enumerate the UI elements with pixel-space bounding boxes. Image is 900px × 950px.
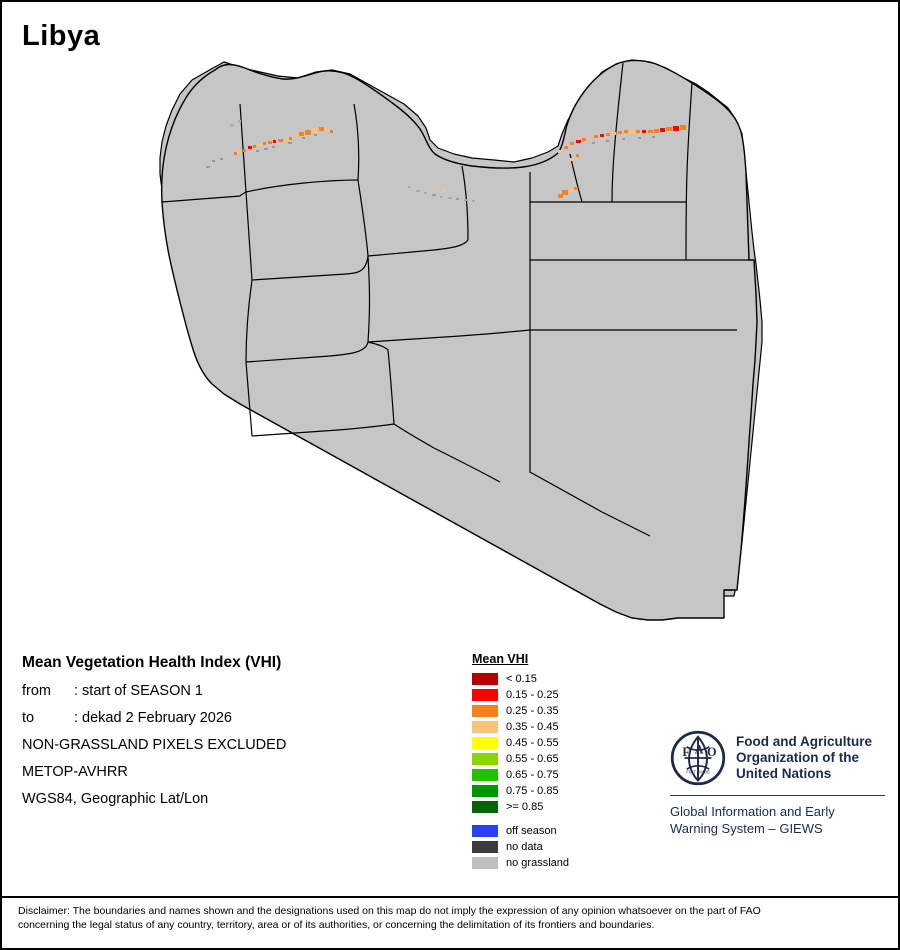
info-to-row [22, 710, 452, 726]
vhi-legend [472, 652, 652, 871]
fao-divider [670, 795, 885, 796]
info-from-label: from [22, 683, 51, 699]
disclaimer-box [2, 896, 898, 948]
info-heading: Mean Vegetation Health Index (VHI) [22, 654, 282, 671]
legend-swatch-2 [472, 705, 498, 717]
info-note-pixels: NON-GRASSLAND PIXELS EXCLUDED [22, 737, 287, 753]
legend-swatch-7 [472, 785, 498, 797]
legend-label-6: 0.65 - 0.75 [506, 769, 559, 781]
libya-silhouette [162, 60, 757, 620]
legend-swatch-no-data [472, 841, 498, 853]
legend-swatch-8 [472, 801, 498, 813]
legend-label-no-grassland: no grassland [506, 857, 569, 869]
legend-spacer [472, 815, 652, 823]
legend-item [472, 799, 652, 815]
legend-swatch-off-season [472, 825, 498, 837]
legend-item [472, 671, 652, 687]
legend-label-3: 0.35 - 0.45 [506, 721, 559, 733]
fao-organization-name [736, 734, 872, 782]
disclaimer-line2: concerning the legal status of any country, territory, area or of its authorities, or concerning the delimitation of its frontiers and boundaries. [18, 918, 655, 931]
disclaimer-text [18, 905, 882, 932]
disclaimer-line1: Disclaimer: The boundaries and names shown and the designations used on this map do not imply the expression of any opinion whatsoever on the part of FAO [18, 905, 761, 917]
legend-swatch-0 [472, 673, 498, 685]
giews-label [670, 803, 885, 837]
legend-item [472, 719, 652, 735]
legend-label-0: < 0.15 [506, 673, 537, 685]
giews-line1: Global Information and Early [670, 804, 835, 819]
legend-label-2: 0.25 - 0.35 [506, 705, 559, 717]
legend-title: Mean VHI [472, 652, 529, 666]
info-to-label: to [22, 710, 35, 726]
legend-label-5: 0.55 - 0.65 [506, 753, 559, 765]
giews-line2: Warning System – GIEWS [670, 821, 823, 836]
legend-swatch-4 [472, 737, 498, 749]
fao-top-row [670, 730, 885, 786]
libya-map [2, 42, 898, 642]
svg-text:FIAT PANIS: FIAT PANIS [686, 769, 710, 775]
legend-swatch-3 [472, 721, 498, 733]
map-info-block [22, 654, 452, 818]
info-note-sensor: METOP-AVHRR [22, 764, 128, 780]
legend-item-no-data [472, 839, 652, 855]
legend-swatch-6 [472, 769, 498, 781]
info-from-row [22, 683, 452, 699]
info-to-value: : dekad 2 February 2026 [74, 710, 232, 726]
info-from-value: : start of SEASON 1 [74, 683, 203, 699]
page-title: Libya [22, 20, 101, 52]
legend-swatch-1 [472, 689, 498, 701]
legend-item [472, 703, 652, 719]
legend-item [472, 783, 652, 799]
info-note-projection: WGS84, Geographic Lat/Lon [22, 791, 209, 807]
fao-org-line2: Organization of the [736, 750, 859, 765]
fao-branding [670, 730, 885, 837]
svg-text:O: O [706, 744, 717, 759]
legend-swatch-no-grassland [472, 857, 498, 869]
legend-label-7: 0.75 - 0.85 [506, 785, 559, 797]
legend-label-no-data: no data [506, 841, 543, 853]
svg-text:A: A [694, 742, 704, 757]
legend-label-8: >= 0.85 [506, 801, 544, 813]
map-landmass [162, 60, 757, 620]
legend-item [472, 735, 652, 751]
legend-item [472, 751, 652, 767]
legend-swatch-5 [472, 753, 498, 765]
legend-item [472, 767, 652, 783]
legend-label-1: 0.15 - 0.25 [506, 689, 559, 701]
legend-item-no-grassland [472, 855, 652, 871]
fao-org-line1: Food and Agriculture [736, 734, 872, 749]
legend-item-off-season [472, 823, 652, 839]
fao-logo-icon [670, 730, 726, 786]
legend-item [472, 687, 652, 703]
svg-text:F: F [682, 744, 690, 759]
fao-org-line3: United Nations [736, 766, 832, 781]
legend-label-off-season: off season [506, 825, 557, 837]
legend-label-4: 0.45 - 0.55 [506, 737, 559, 749]
